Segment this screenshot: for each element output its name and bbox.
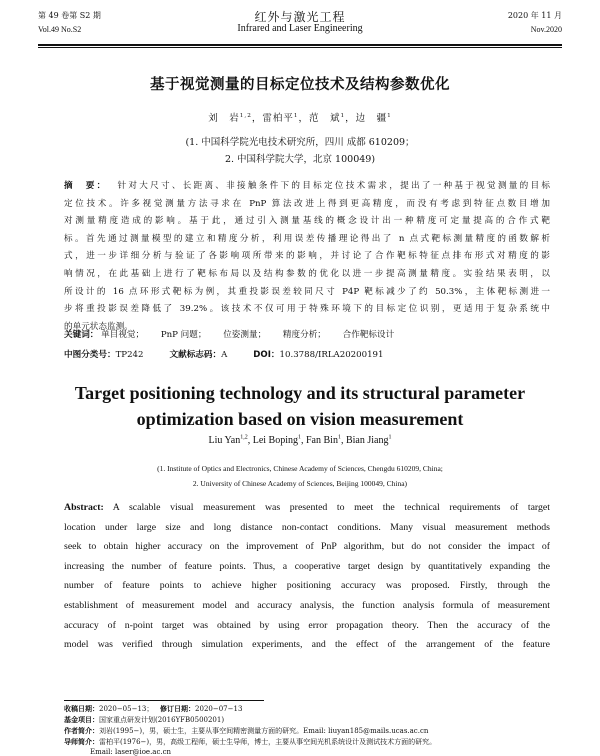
en-abstract-line: seek to obtain higher accuracy on the improvement of PnP algorithm, but do not consider the impact of	[64, 541, 550, 553]
en-author-2: , Lei Boping	[247, 435, 298, 446]
received-value: 2020−05−13；	[99, 705, 154, 713]
fund-label: 基金项目：	[64, 716, 99, 724]
cn-abstract-label: 摘 要：	[64, 181, 108, 191]
en-abstract-label: Abstract:	[64, 502, 104, 513]
footnote-advisor	[64, 737, 554, 747]
revised-label: 修订日期：	[160, 705, 196, 713]
footnote-author	[64, 726, 554, 736]
cn-keyword: PnP 问题；	[160, 330, 207, 340]
received-label: 收稿日期：	[64, 705, 99, 713]
en-author-3: , Fan Bin	[301, 435, 338, 446]
en-author-1: Liu Yan	[208, 435, 241, 446]
cn-affiliation-1: (1. 中国科学院光电技术研究所，四川 成都 610209；	[185, 137, 415, 148]
doc-code-label: 文献标志码：	[169, 350, 222, 360]
en-abstract-line: increasing the number of feature points. Thus, a cooperative target design by quantitatively expanding the	[64, 560, 550, 572]
cn-author-1-sup: 1,2	[239, 112, 252, 119]
en-authors	[38, 435, 562, 446]
author-bio-label: 作者简介：	[64, 727, 99, 735]
header-rule-thin	[38, 47, 562, 48]
en-title-line-2: optimization based on vision measurement	[136, 409, 464, 429]
doi-label: DOI：	[253, 350, 280, 360]
fund-value: 国家重点研发计划(2016YFB0500201)	[99, 716, 225, 724]
doc-code-value: A	[221, 350, 228, 360]
en-author-3-sup: 1	[337, 434, 341, 441]
clc-label: 中图分类号：	[64, 350, 116, 360]
en-abstract-line: establishment of measurement model and accuracy analysis, the function analysis formula of measurement	[64, 599, 550, 611]
cn-authors	[38, 110, 562, 124]
cn-abstract-line: 步将重投影误差降低了 39.2%。该技术不仅可用于特殊环境下的目标定位识别，更适用于复杂系统中	[64, 304, 550, 315]
running-header	[38, 8, 562, 42]
en-abstract	[64, 498, 550, 655]
journal-volume-cn: 第 49 卷第 S2 期	[38, 11, 101, 20]
en-abstract-line: location under large size and long distance non-contact conditions. Many visual measurement methods	[64, 521, 550, 533]
journal-name-cn: 红外与激光工程	[254, 10, 346, 24]
cn-keyword: 位姿测量；	[223, 330, 267, 340]
cn-abstract	[64, 178, 550, 336]
en-abstract-line: model was verified through simulation experiments, and the effect of the arrangement of the feature	[64, 639, 550, 651]
issue-date-cn: 2020 年 11 月	[507, 11, 562, 20]
cn-author-2-sup: 1	[293, 112, 299, 119]
en-author-4: , Bian Jiang	[340, 435, 389, 446]
cn-keyword: 精度分析；	[282, 330, 326, 340]
footnote-fund	[64, 715, 554, 725]
cn-keywords	[64, 328, 408, 340]
en-abstract-line: number of feature points to achieve higher positioning accuracy was proposed. Firstly, through the	[64, 580, 550, 592]
cn-abstract-line: 的单元状态监测。	[64, 321, 133, 332]
cn-author-3-sup: 1	[340, 112, 346, 119]
clc-value: TP242	[115, 350, 144, 360]
doi-value: 10.3788/IRLA20200191	[279, 350, 384, 360]
en-author-2-sup: 1	[298, 434, 301, 441]
footnote-dates	[64, 704, 554, 714]
advisor-bio-label: 导师简介：	[64, 738, 99, 746]
issue-date-en: Nov.2020	[530, 25, 562, 34]
cn-author-1: 刘 岩	[208, 113, 240, 124]
cn-keywords-label: 关键词：	[64, 330, 99, 340]
cn-abstract-line: 针对大尺寸、长距离、非接触条件下的目标定位技术需求，提出了一种基于视觉测量的目标	[117, 181, 550, 191]
cn-abstract-line: 所设计的 16 点环形式靶标为例，其重投影误差较同尺寸 P4P 靶标减少了约 50.3%，主体靶标测进一	[64, 286, 550, 297]
en-title	[38, 380, 562, 432]
cn-abstract-line: 标。首先通过测量模型的建立和精度分析，利用误差传播理论得出了 n 点式靶标测量精度的函数解析	[64, 233, 550, 244]
cn-abstract-line: 定位技术。许多视觉测量方法寻求在 PnP 算法改进上得到更高精度，而没有考虑到特征点数目增加	[64, 198, 550, 209]
en-author-1-sup: 1,2	[240, 434, 248, 441]
revised-value: 2020−07−13	[195, 705, 243, 713]
advisor-bio-value: 雷柏平(1976−)，男，高级工程师，硕士生导师，博士，主要从事空间光机系统设计及测试技术方面的研究。	[99, 738, 437, 746]
en-abstract-line: accuracy of n-point target was obtained by using error propagation theory. Then the accuracy of the	[64, 619, 550, 631]
journal-name-en: Infrared and Laser Engineering	[237, 23, 363, 34]
cn-keyword: 合作靶标设计	[342, 330, 395, 340]
cn-abstract-line: 式，进一步详细分析与验证了各影响项所带来的影响，并讨论了合作靶标特征点排布形式对精度的影	[64, 251, 550, 262]
cn-abstract-line: 响情况，在此基础上进行了靶标布局以及结构参数的优化以进一步提高测量精度。实验结果表明，以	[64, 268, 550, 279]
en-affiliation-2: 2. University of Chinese Academy of Sciences, Beijing 100049, China)	[192, 479, 408, 488]
footnote-rule	[64, 700, 264, 701]
cn-affiliation-2: 2. 中国科学院大学，北京 100049)	[224, 154, 376, 165]
en-affiliation-1: (1. Institute of Optics and Electronics, Chinese Academy of Sciences, Chengdu 610209, China;	[157, 464, 443, 473]
cn-author-4: ，边 疆	[345, 113, 388, 124]
cn-keyword: 单目视觉；	[101, 330, 145, 340]
en-abstract-line: A scalable visual measurement was presented to meet the technical requirements of target	[112, 502, 550, 513]
author-bio-value: 刘岩(1995−)，男，硕士生，主要从事空间精密测量方面的研究。Email: liuyan185@mails.ucas.ac.cn	[99, 727, 429, 735]
en-title-line-1: Target positioning technology and its structural parameter	[74, 383, 526, 403]
journal-volume-en: Vol.49 No.S2	[38, 25, 82, 34]
classification-line	[64, 348, 383, 360]
cn-title: 基于视觉测量的目标定位技术及结构参数优化	[150, 77, 450, 93]
advisor-email: Email: laser@ioe.ac.cn	[90, 748, 172, 756]
header-rule-thick	[38, 44, 562, 46]
en-author-4-sup: 1	[388, 434, 392, 441]
cn-author-3: ，范 斌	[298, 113, 341, 124]
cn-author-2: ，雷柏平	[251, 113, 294, 124]
cn-abstract-line: 对测量精度造成的影响。基于此，通过引入测量基线的概念设计出一种精度可定量提高的合作式靶	[64, 216, 550, 227]
cn-author-4-sup: 1	[387, 112, 392, 119]
